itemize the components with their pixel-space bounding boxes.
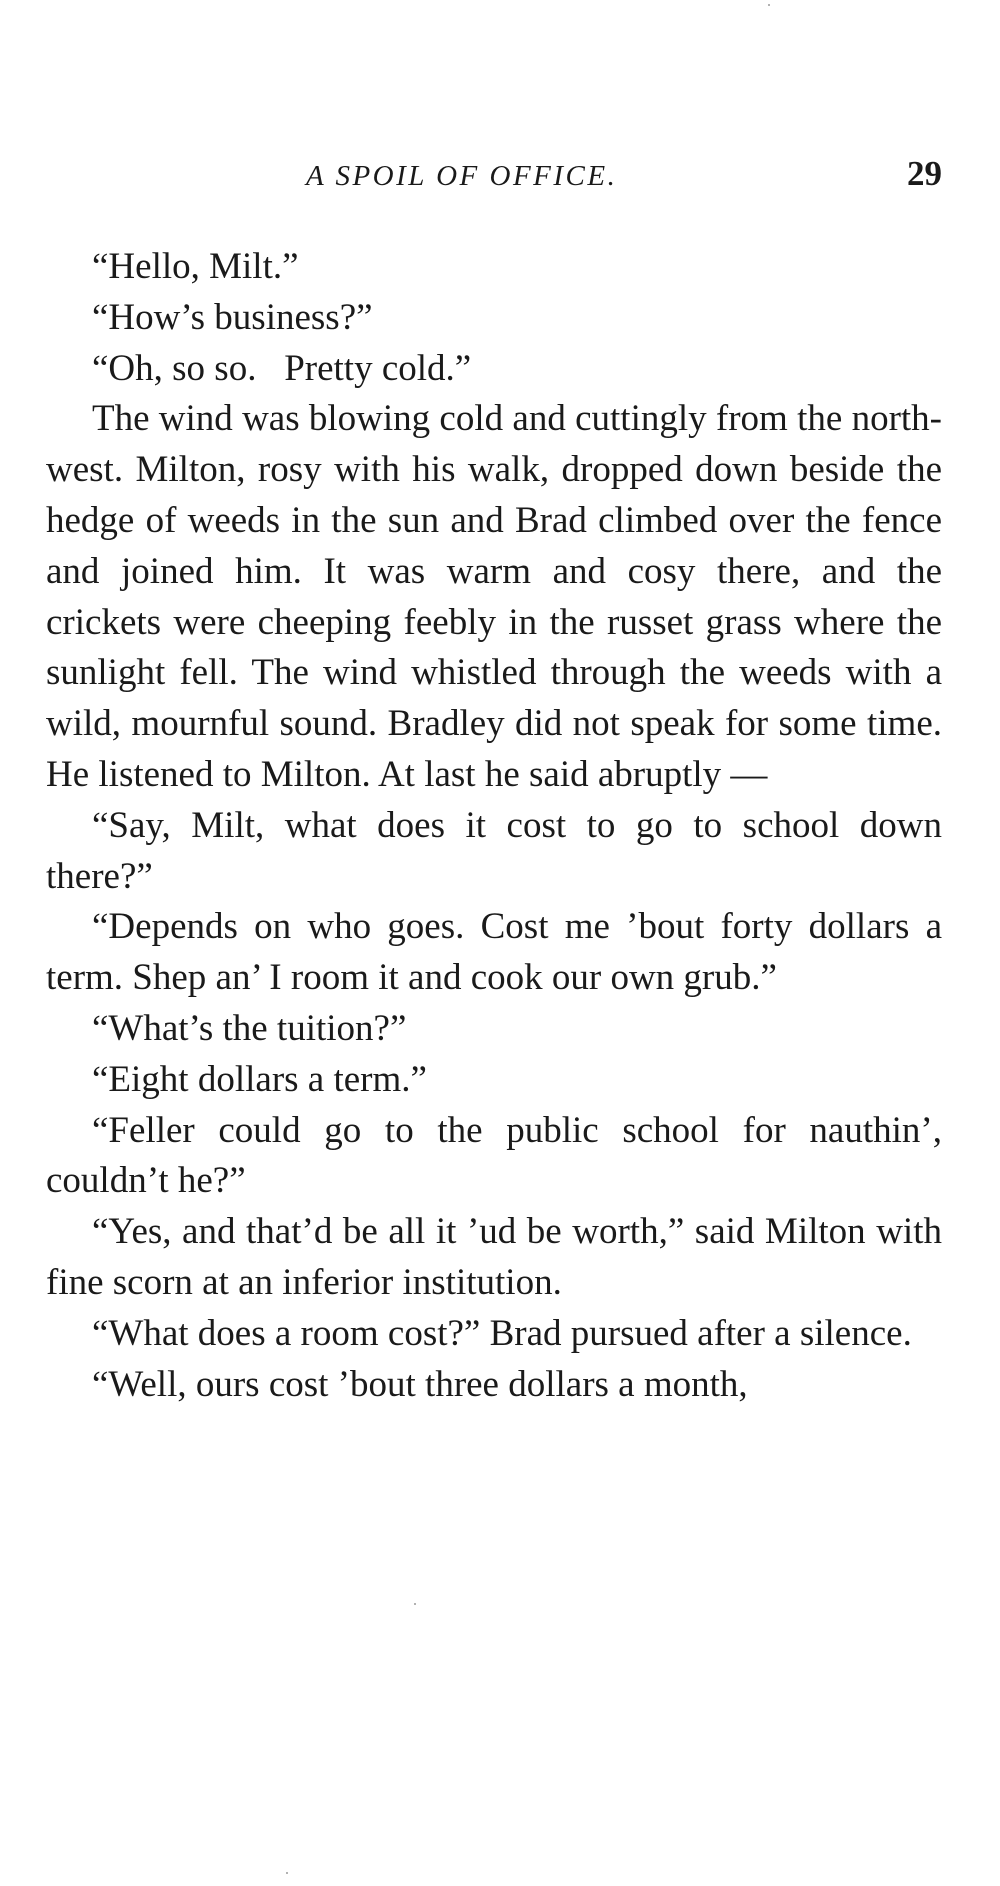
paragraph: “How’s business?” — [92, 296, 373, 338]
page-number: 29 — [907, 154, 942, 193]
paragraph: “Feller could go to the public school for nauthin’, couldn’t he?” — [46, 1109, 942, 1202]
paper-speck — [286, 1872, 288, 1874]
running-title: A SPOIL OF OFFICE. — [306, 160, 618, 192]
paper-speck — [768, 4, 770, 6]
paragraph: The wind was blowing cold and cuttingly from the north-west. Milton, rosy with his walk, dropped down beside the hedge of weeds in the sun and Brad climbed over the fence and joined him. It was warm and cosy there, and the crickets were cheeping feebly in the russet grass where the sunlight fell. The wind whistled through the weeds with a wild, mournful sound. Bradley did not speak for some time. He listened to Milton. At last he said abruptly — — [46, 398, 942, 795]
paragraph: “Oh, so so. Pretty cold.” — [92, 347, 472, 389]
body-text — [46, 242, 942, 1410]
page-header — [46, 150, 942, 200]
paragraph: “Well, ours cost ’bout three dollars a month, — [92, 1363, 748, 1405]
paragraph: “Eight dollars a term.” — [92, 1058, 427, 1100]
paragraph: “Hello, Milt.” — [92, 246, 299, 287]
paragraph: “Depends on who goes. Cost me ’bout forty dollars a term. Shep an’ I room it and cook our own grub.” — [46, 906, 942, 999]
paper-speck — [414, 1603, 416, 1605]
paragraph: “What’s the tuition?” — [92, 1007, 407, 1049]
paragraph: “What does a room cost?” Brad pursued after a silence. — [92, 1312, 912, 1354]
paragraph: “Say, Milt, what does it cost to go to school down there?” — [46, 804, 942, 897]
paragraph: “Yes, and that’d be all it ’ud be worth,” said Milton with fine scorn at an inferior institution. — [46, 1211, 942, 1303]
